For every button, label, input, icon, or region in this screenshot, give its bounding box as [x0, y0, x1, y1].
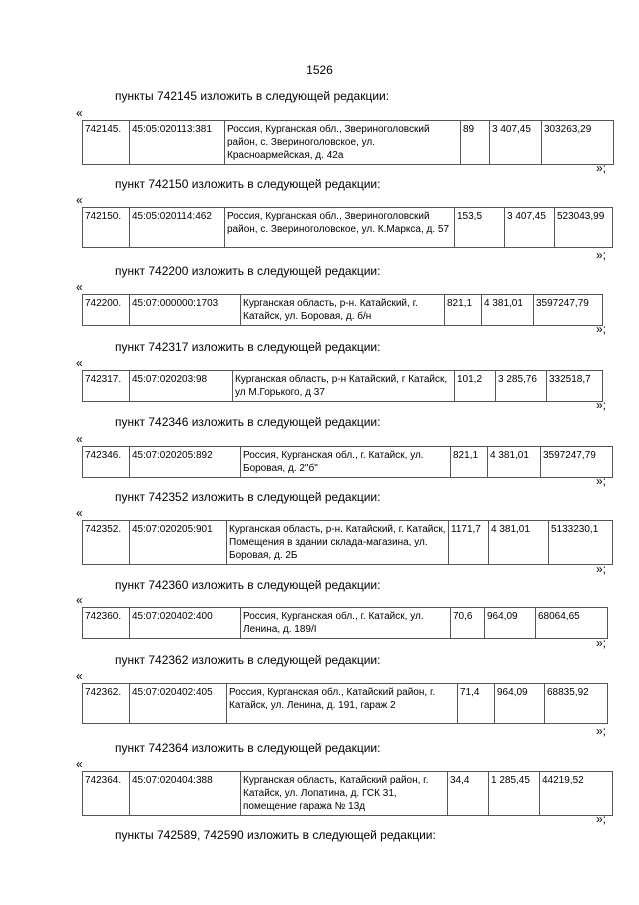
section-intro: пункты 742589, 742590 изложить в следующей редакции:	[115, 828, 436, 842]
opening-quote: «	[76, 193, 83, 207]
area-cell: 821,1	[451, 447, 488, 478]
section-intro: пункты 742145 изложить в следующей редакции:	[115, 89, 390, 103]
address-cell: Россия, Курганская обл., г. Катайск, ул. Боровая, д. 2"б"	[241, 447, 451, 478]
section-intro: пункт 742360 изложить в следующей редакции:	[115, 578, 381, 592]
rate-cell: 1 285,45	[489, 772, 540, 816]
opening-quote: «	[76, 669, 83, 683]
value-cell: 3597247,79	[534, 295, 603, 326]
record-table	[82, 446, 613, 478]
rate-cell: 964,09	[495, 684, 545, 724]
cadastral-number-cell: 45:05:020113:381	[130, 121, 225, 165]
section-intro: пункт 742364 изложить в следующей редакции:	[115, 741, 381, 755]
table-row	[83, 121, 614, 165]
rate-cell: 4 381,01	[488, 447, 541, 478]
record-table	[82, 207, 613, 248]
value-cell: 68835,92	[545, 684, 608, 724]
rate-cell: 3 285,76	[496, 371, 547, 402]
closing-quote: »;	[596, 636, 607, 650]
record-number-cell: 742150.	[83, 208, 130, 248]
area-cell: 153,5	[455, 208, 505, 248]
opening-quote: «	[76, 506, 83, 520]
closing-quote: »;	[596, 248, 607, 262]
section-intro: пункт 742317 изложить в следующей редакции:	[115, 340, 381, 354]
record-number-cell: 742346.	[83, 447, 130, 478]
table-row	[83, 608, 608, 639]
section-intro: пункт 742150 изложить в следующей редакции:	[115, 177, 381, 191]
address-cell: Россия, Курганская обл., Звериноголовский район, с. Звериноголовское, ул. К.Маркса, д. 57	[225, 208, 455, 248]
closing-quote: »;	[596, 724, 607, 738]
value-cell: 68064,65	[536, 608, 608, 639]
rate-cell: 3 407,45	[490, 121, 542, 165]
record-number-cell: 742200.	[83, 295, 130, 326]
record-number-cell: 742317.	[83, 371, 130, 402]
value-cell: 44219,52	[540, 772, 613, 816]
address-cell: Курганская область, Катайский район, г. Катайск, ул. Лопатина, д. ГСК 31, помещение гаража № 13д	[241, 772, 448, 816]
table-row	[83, 772, 613, 816]
record-table	[82, 370, 603, 402]
value-cell: 3597247,79	[541, 447, 613, 478]
page-number: 1526	[306, 63, 333, 77]
address-cell: Россия, Курганская обл., Звериноголовский район, с. Звериноголовское, ул. Красноармейская, д. 42а	[225, 121, 461, 165]
area-cell: 71,4	[458, 684, 495, 724]
record-number-cell: 742145.	[83, 121, 130, 165]
area-cell: 89	[461, 121, 490, 165]
area-cell: 101,2	[455, 371, 496, 402]
opening-quote: «	[76, 280, 83, 294]
value-cell: 303263,29	[542, 121, 614, 165]
closing-quote: »;	[596, 322, 607, 336]
section-intro: пункт 742362 изложить в следующей редакции:	[115, 653, 381, 667]
address-cell: Россия, Курганская обл., г. Катайск, ул. Ленина, д. 189/I	[241, 608, 451, 639]
rate-cell: 964,09	[485, 608, 536, 639]
rate-cell: 4 381,01	[482, 295, 534, 326]
cadastral-number-cell: 45:07:020402:405	[130, 684, 227, 724]
area-cell: 821,1	[445, 295, 482, 326]
record-number-cell: 742364.	[83, 772, 130, 816]
value-cell: 523043,99	[555, 208, 613, 248]
rate-cell: 4 381,01	[489, 521, 549, 565]
area-cell: 1171,7	[449, 521, 489, 565]
table-row	[83, 521, 613, 565]
rate-cell: 3 407,45	[505, 208, 555, 248]
opening-quote: «	[76, 106, 83, 120]
section-intro: пункт 742200 изложить в следующей редакции:	[115, 264, 381, 278]
record-table	[82, 771, 613, 816]
value-cell: 332518,7	[547, 371, 603, 402]
value-cell: 5133230,1	[549, 521, 613, 565]
table-row	[83, 295, 603, 326]
cadastral-number-cell: 45:07:020205:892	[130, 447, 241, 478]
address-cell: Курганская область, р-н. Катайский, г. Катайск, Помещения в здании склада-магазина, ул. Боровая, д. 2Б	[227, 521, 449, 565]
opening-quote: «	[76, 757, 83, 771]
table-row	[83, 684, 608, 724]
area-cell: 34,4	[448, 772, 489, 816]
cadastral-number-cell: 45:07:020203:98	[130, 371, 233, 402]
cadastral-number-cell: 45:07:020404:388	[130, 772, 241, 816]
record-number-cell: 742362.	[83, 684, 130, 724]
opening-quote: «	[76, 356, 83, 370]
cadastral-number-cell: 45:07:000000:1703	[130, 295, 241, 326]
table-row	[83, 371, 603, 402]
section-intro: пункт 742352 изложить в следующей редакции:	[115, 490, 381, 504]
closing-quote: »;	[596, 812, 607, 826]
opening-quote: «	[76, 432, 83, 446]
cadastral-number-cell: 45:07:020402:400	[130, 608, 241, 639]
table-row	[83, 447, 613, 478]
closing-quote: »;	[596, 161, 607, 175]
address-cell: Курганская область, р-н Катайский, г Катайск, ул М.Горького, д 37	[233, 371, 455, 402]
cadastral-number-cell: 45:05:020114:462	[130, 208, 225, 248]
record-table	[82, 294, 603, 326]
opening-quote: «	[76, 593, 83, 607]
record-table	[82, 520, 613, 565]
closing-quote: »;	[596, 398, 607, 412]
address-cell: Россия, Курганская обл., Катайский район, г. Катайск, ул. Ленина, д. 191, гараж 2	[227, 684, 458, 724]
closing-quote: »;	[596, 474, 607, 488]
table-row	[83, 208, 613, 248]
address-cell: Курганская область, р-н. Катайский, г. Катайск, ул. Боровая, д. б/н	[241, 295, 445, 326]
closing-quote: »;	[596, 562, 607, 576]
record-number-cell: 742352.	[83, 521, 130, 565]
record-table	[82, 683, 608, 724]
area-cell: 70,6	[451, 608, 485, 639]
cadastral-number-cell: 45:07:020205:901	[130, 521, 227, 565]
record-table	[82, 120, 614, 165]
section-intro: пункт 742346 изложить в следующей редакции:	[115, 415, 381, 429]
record-table	[82, 607, 608, 639]
record-number-cell: 742360.	[83, 608, 130, 639]
